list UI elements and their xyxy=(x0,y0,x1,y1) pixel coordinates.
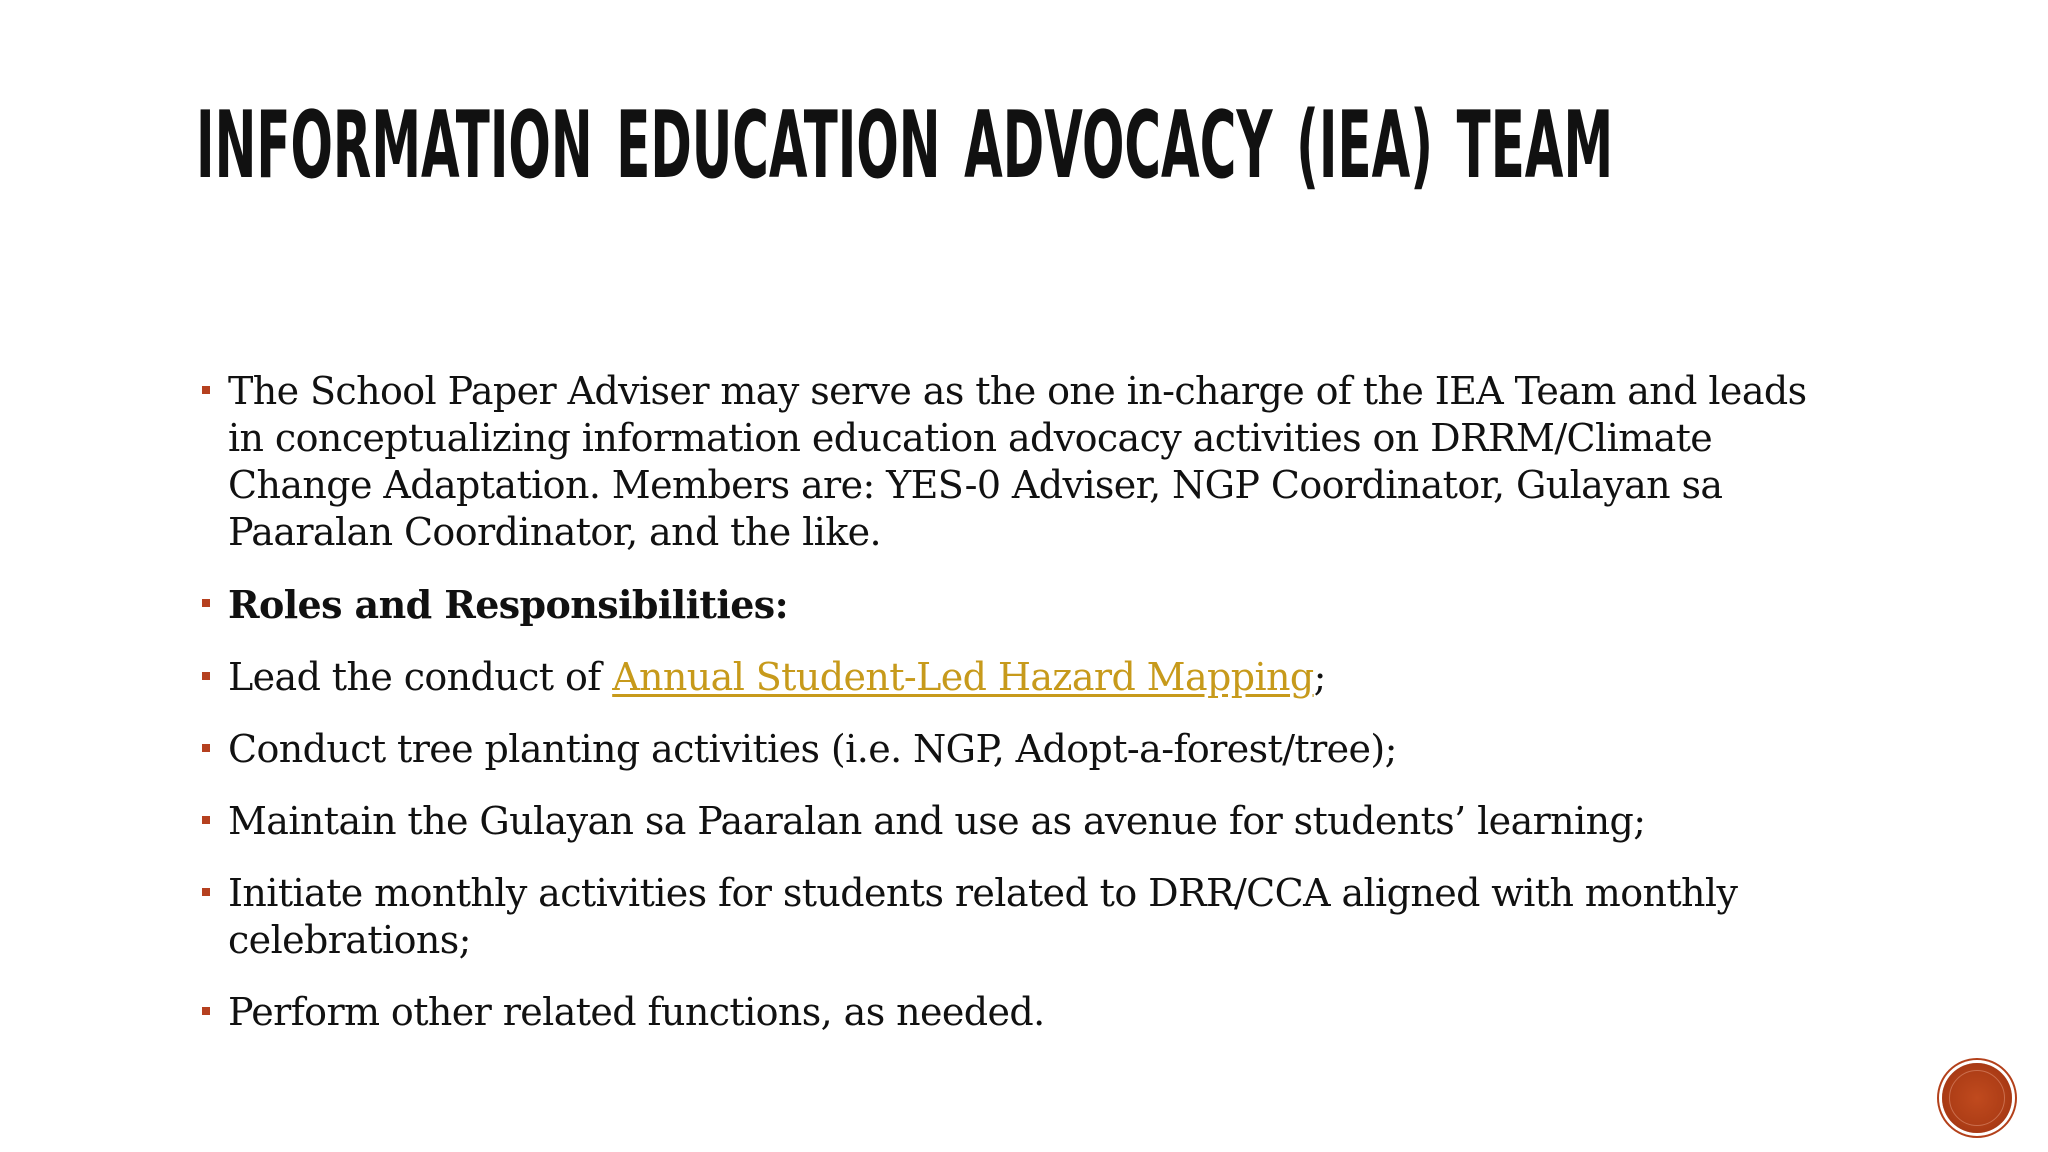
bullet-item-hazard-mapping xyxy=(202,654,1842,701)
bullet-item-gulayan xyxy=(202,798,1842,845)
bullet-list xyxy=(202,368,1842,1061)
bullet-text: Perform other related functions, as needed. xyxy=(228,990,1045,1034)
bullet-item-tree-planting xyxy=(202,726,1842,773)
bullet-square-icon xyxy=(202,599,210,607)
bullet-item-monthly-activities xyxy=(202,870,1842,964)
nav-button-ring-icon xyxy=(1949,1070,2005,1126)
bullet-text-before-link: Lead the conduct of xyxy=(228,655,613,699)
slide-nav-button[interactable] xyxy=(1942,1063,2012,1133)
roles-heading: Roles and Responsibilities: xyxy=(228,582,788,627)
bullet-text: The School Paper Adviser may serve as the one in-charge of the IEA Team and leads in conceptualizing information education advocacy activities on DRRM/Climate Change Adaptation. Members are: YES-0 Adviser, NGP Coordinator, Gulayan sa Paaralan Coordinator, and the like. xyxy=(228,369,1807,554)
bullet-text: Initiate monthly activities for students related to DRR/CCA aligned with monthly celebrations; xyxy=(228,871,1738,962)
bullet-text: Conduct tree planting activities (i.e. NGP, Adopt-a-forest/tree); xyxy=(228,727,1397,771)
bullet-item-roles-heading xyxy=(202,581,1842,629)
bullet-square-icon xyxy=(202,744,210,752)
hazard-mapping-link[interactable]: Annual Student-Led Hazard Mapping xyxy=(612,655,1314,699)
slide-title: INFORMATION EDUCATION ADVOCACY (IEA) TEAM xyxy=(196,92,1614,201)
bullet-item-intro xyxy=(202,368,1842,556)
bullet-text: Maintain the Gulayan sa Paaralan and use as avenue for students’ learning; xyxy=(228,799,1646,843)
bullet-item-other-functions xyxy=(202,989,1842,1036)
bullet-square-icon xyxy=(202,816,210,824)
bullet-square-icon xyxy=(202,386,210,394)
bullet-square-icon xyxy=(202,1007,210,1015)
bullet-square-icon xyxy=(202,888,210,896)
bullet-square-icon xyxy=(202,672,210,680)
bullet-text-after-link: ; xyxy=(1313,655,1326,699)
